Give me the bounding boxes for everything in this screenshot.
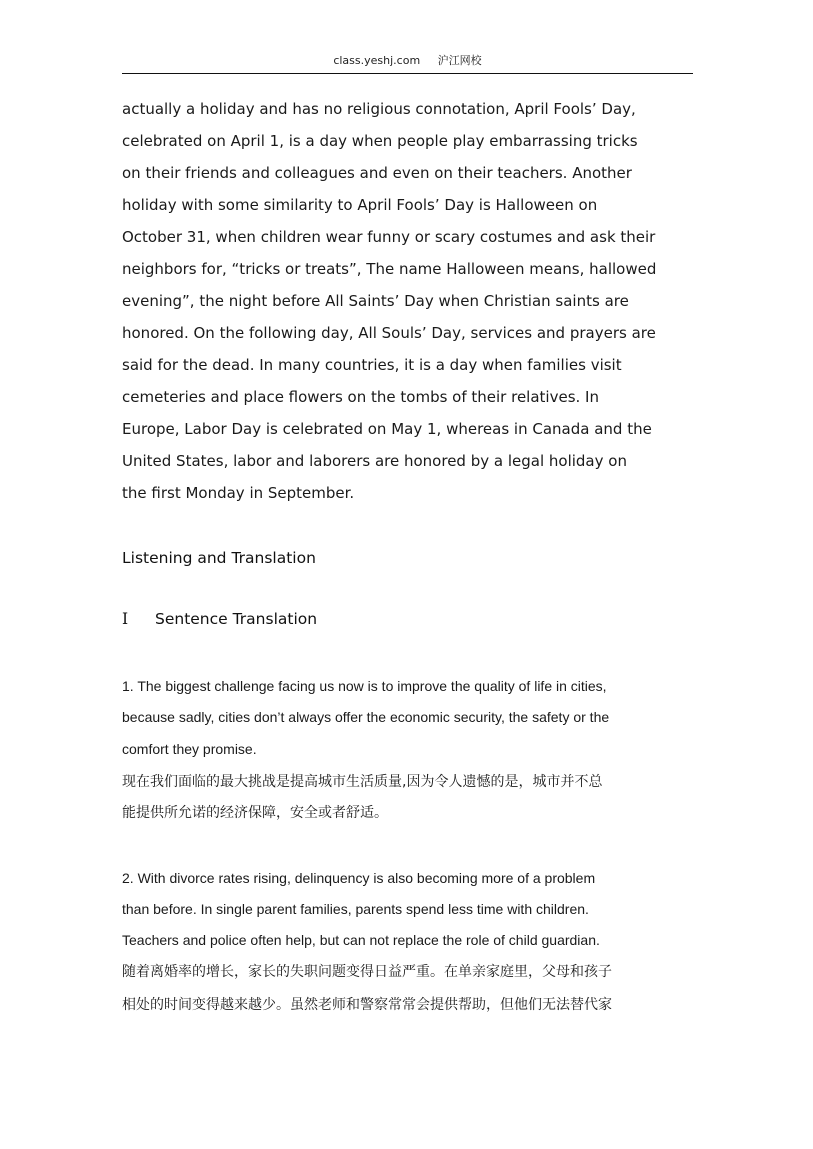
exercise-zh-line: 能提供所允诺的经济保障，安全或者舒适。	[122, 805, 388, 821]
paragraph-line: evening”, the night before All Saints’ Day when Christian saints are	[122, 292, 629, 310]
paragraph-line: October 31, when children wear funny or scary costumes and ask their	[122, 228, 656, 246]
paragraph-line: neighbors for, “tricks or treats”, The name Halloween means, hallowed	[122, 260, 657, 278]
paragraph-line: cemeteries and place flowers on the tombs of their relatives. In	[122, 388, 599, 406]
paragraph-line: the first Monday in September.	[122, 484, 355, 502]
exercise-en-line: Teachers and police often help, but can not replace the role of child guardian.	[122, 932, 600, 948]
exercise-zh-line: 随着离婚率的增长，家长的失职问题变得日益严重。在单亲家庭里，父母和孩子	[122, 964, 612, 980]
exercise-en-line: because sadly, cities don’t always offer the economic security, the safety or the	[122, 709, 610, 725]
paragraph-line: holiday with some similarity to April Fools’ Day is Halloween on	[122, 196, 598, 214]
paragraph-line: on their friends and colleagues and even on their teachers. Another	[122, 164, 632, 182]
subsection-title: Sentence Translation	[155, 610, 318, 628]
section-title: Listening and Translation	[122, 549, 316, 567]
subsection-heading	[122, 610, 317, 628]
header-site-url: class.yeshj.com	[333, 54, 421, 67]
exercise-zh-line: 现在我们面临的最大挑战是提高城市生活质量,因为令人遗憾的是，城市并不总	[122, 774, 603, 790]
paragraph-line: said for the dead. In many countries, it is a day when families visit	[122, 356, 622, 374]
paragraph-line: honored. On the following day, All Souls’ Day, services and prayers are	[122, 324, 656, 342]
exercise-en-line: 2. With divorce rates rising, delinquency is also becoming more of a problem	[122, 870, 596, 886]
paragraph-line: United States, labor and laborers are honored by a legal holiday on	[122, 452, 627, 470]
paragraph-line: celebrated on April 1, is a day when people play embarrassing tricks	[122, 132, 638, 150]
subsection-numeral: Ⅰ	[122, 610, 129, 628]
exercise-zh-line: 相处的时间变得越来越少。虽然老师和警察常常会提供帮助，但他们无法替代家	[122, 997, 612, 1013]
exercise-en-line: 1. The biggest challenge facing us now is to improve the quality of life in cities,	[122, 678, 607, 694]
paragraph-line: Europe, Labor Day is celebrated on May 1, whereas in Canada and the	[122, 420, 652, 438]
paragraph-line: actually a holiday and has no religious connotation, April Fools’ Day,	[122, 100, 636, 118]
header-brand: 沪江网校	[437, 54, 482, 67]
header-rule	[122, 73, 693, 74]
exercise-en-line: comfort they promise.	[122, 741, 257, 757]
page-header	[122, 52, 693, 68]
exercise-en-line: than before. In single parent families, parents spend less time with children.	[122, 901, 589, 917]
